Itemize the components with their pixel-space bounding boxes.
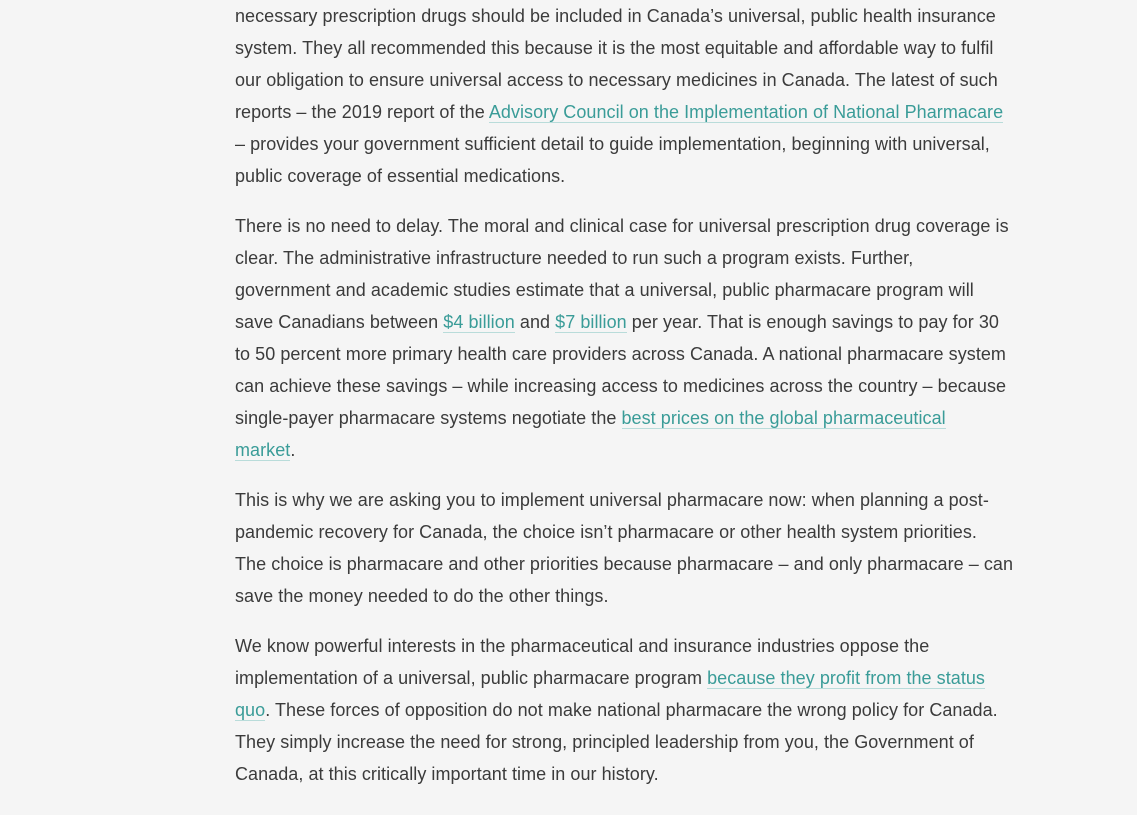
text-line: clear. The administrative infrastructure needed to run such a program exists. Further, bbox=[235, 248, 914, 268]
paragraph-implement-now bbox=[235, 484, 1065, 612]
text-line: save the money needed to do the other things. bbox=[235, 586, 609, 606]
article-body bbox=[235, 0, 1065, 808]
text-segment: . These forces of opposition do not make national pharmacare the wrong policy for Canada. bbox=[265, 700, 998, 720]
text-line: This is why we are asking you to implement universal pharmacare now: when planning a post- bbox=[235, 490, 989, 510]
link-7-billion[interactable]: $7 billion bbox=[555, 312, 627, 332]
text-line: There is no need to delay. The moral and clinical case for universal prescription drug coverage is bbox=[235, 216, 1009, 236]
link-status-quo-part-1[interactable]: because they profit from the status bbox=[707, 668, 985, 688]
text-line: system. They all recommended this because it is the most equitable and affordable way to fulfil bbox=[235, 38, 994, 58]
text-line bbox=[235, 402, 1065, 434]
text-line: necessary prescription drugs should be included in Canada’s universal, public health insurance bbox=[235, 6, 996, 26]
text-line: We know powerful interests in the pharmaceutical and insurance industries oppose the bbox=[235, 636, 930, 656]
text-segment: . bbox=[290, 440, 296, 460]
text-line: The choice is pharmacare and other priorities because pharmacare – and only pharmacare – can bbox=[235, 554, 1014, 574]
text-line: our obligation to ensure universal access to necessary medicines in Canada. The latest of such bbox=[235, 70, 998, 90]
text-line: to 50 percent more primary health care providers across Canada. A national pharmacare system bbox=[235, 344, 1006, 364]
text-line: – provides your government sufficient detail to guide implementation, beginning with universal, bbox=[235, 134, 990, 154]
text-segment: and bbox=[514, 312, 556, 332]
link-4-billion[interactable]: $4 billion bbox=[443, 312, 515, 332]
text-segment: save Canadians between bbox=[235, 312, 444, 332]
text-segment: implementation of a universal, public pharmacare program bbox=[235, 668, 708, 688]
link-best-prices-part-1[interactable]: best prices on the global pharmaceutical bbox=[621, 408, 946, 428]
text-line bbox=[235, 434, 1065, 466]
paragraph-pharmacare-reports bbox=[235, 0, 1065, 192]
text-line: Canada, at this critically important time in our history. bbox=[235, 764, 659, 784]
text-line bbox=[235, 306, 1065, 338]
text-segment: per year. That is enough savings to pay for 30 bbox=[626, 312, 999, 332]
text-line: can achieve these savings – while increasing access to medicines across the country – because bbox=[235, 376, 1007, 396]
link-advisory-council[interactable]: Advisory Council on the Implementation of National Pharmacare bbox=[488, 102, 1004, 122]
text-line: pandemic recovery for Canada, the choice isn’t pharmacare or other health system priorities. bbox=[235, 522, 977, 542]
text-line: They simply increase the need for strong, principled leadership from you, the Government of bbox=[235, 732, 974, 752]
link-status-quo-part-2[interactable]: quo bbox=[235, 700, 266, 720]
paragraph-no-need-to-delay bbox=[235, 210, 1065, 466]
text-line: public coverage of essential medications. bbox=[235, 166, 566, 186]
text-segment: single-payer pharmacare systems negotiate the bbox=[235, 408, 622, 428]
link-best-prices-part-2[interactable]: market bbox=[235, 440, 291, 460]
text-line bbox=[235, 96, 1065, 128]
text-segment: reports – the 2019 report of the bbox=[235, 102, 489, 122]
text-line bbox=[235, 694, 1065, 726]
paragraph-powerful-interests bbox=[235, 630, 1065, 790]
text-line bbox=[235, 662, 1065, 694]
text-line: government and academic studies estimate that a universal, public pharmacare program will bbox=[235, 280, 974, 300]
